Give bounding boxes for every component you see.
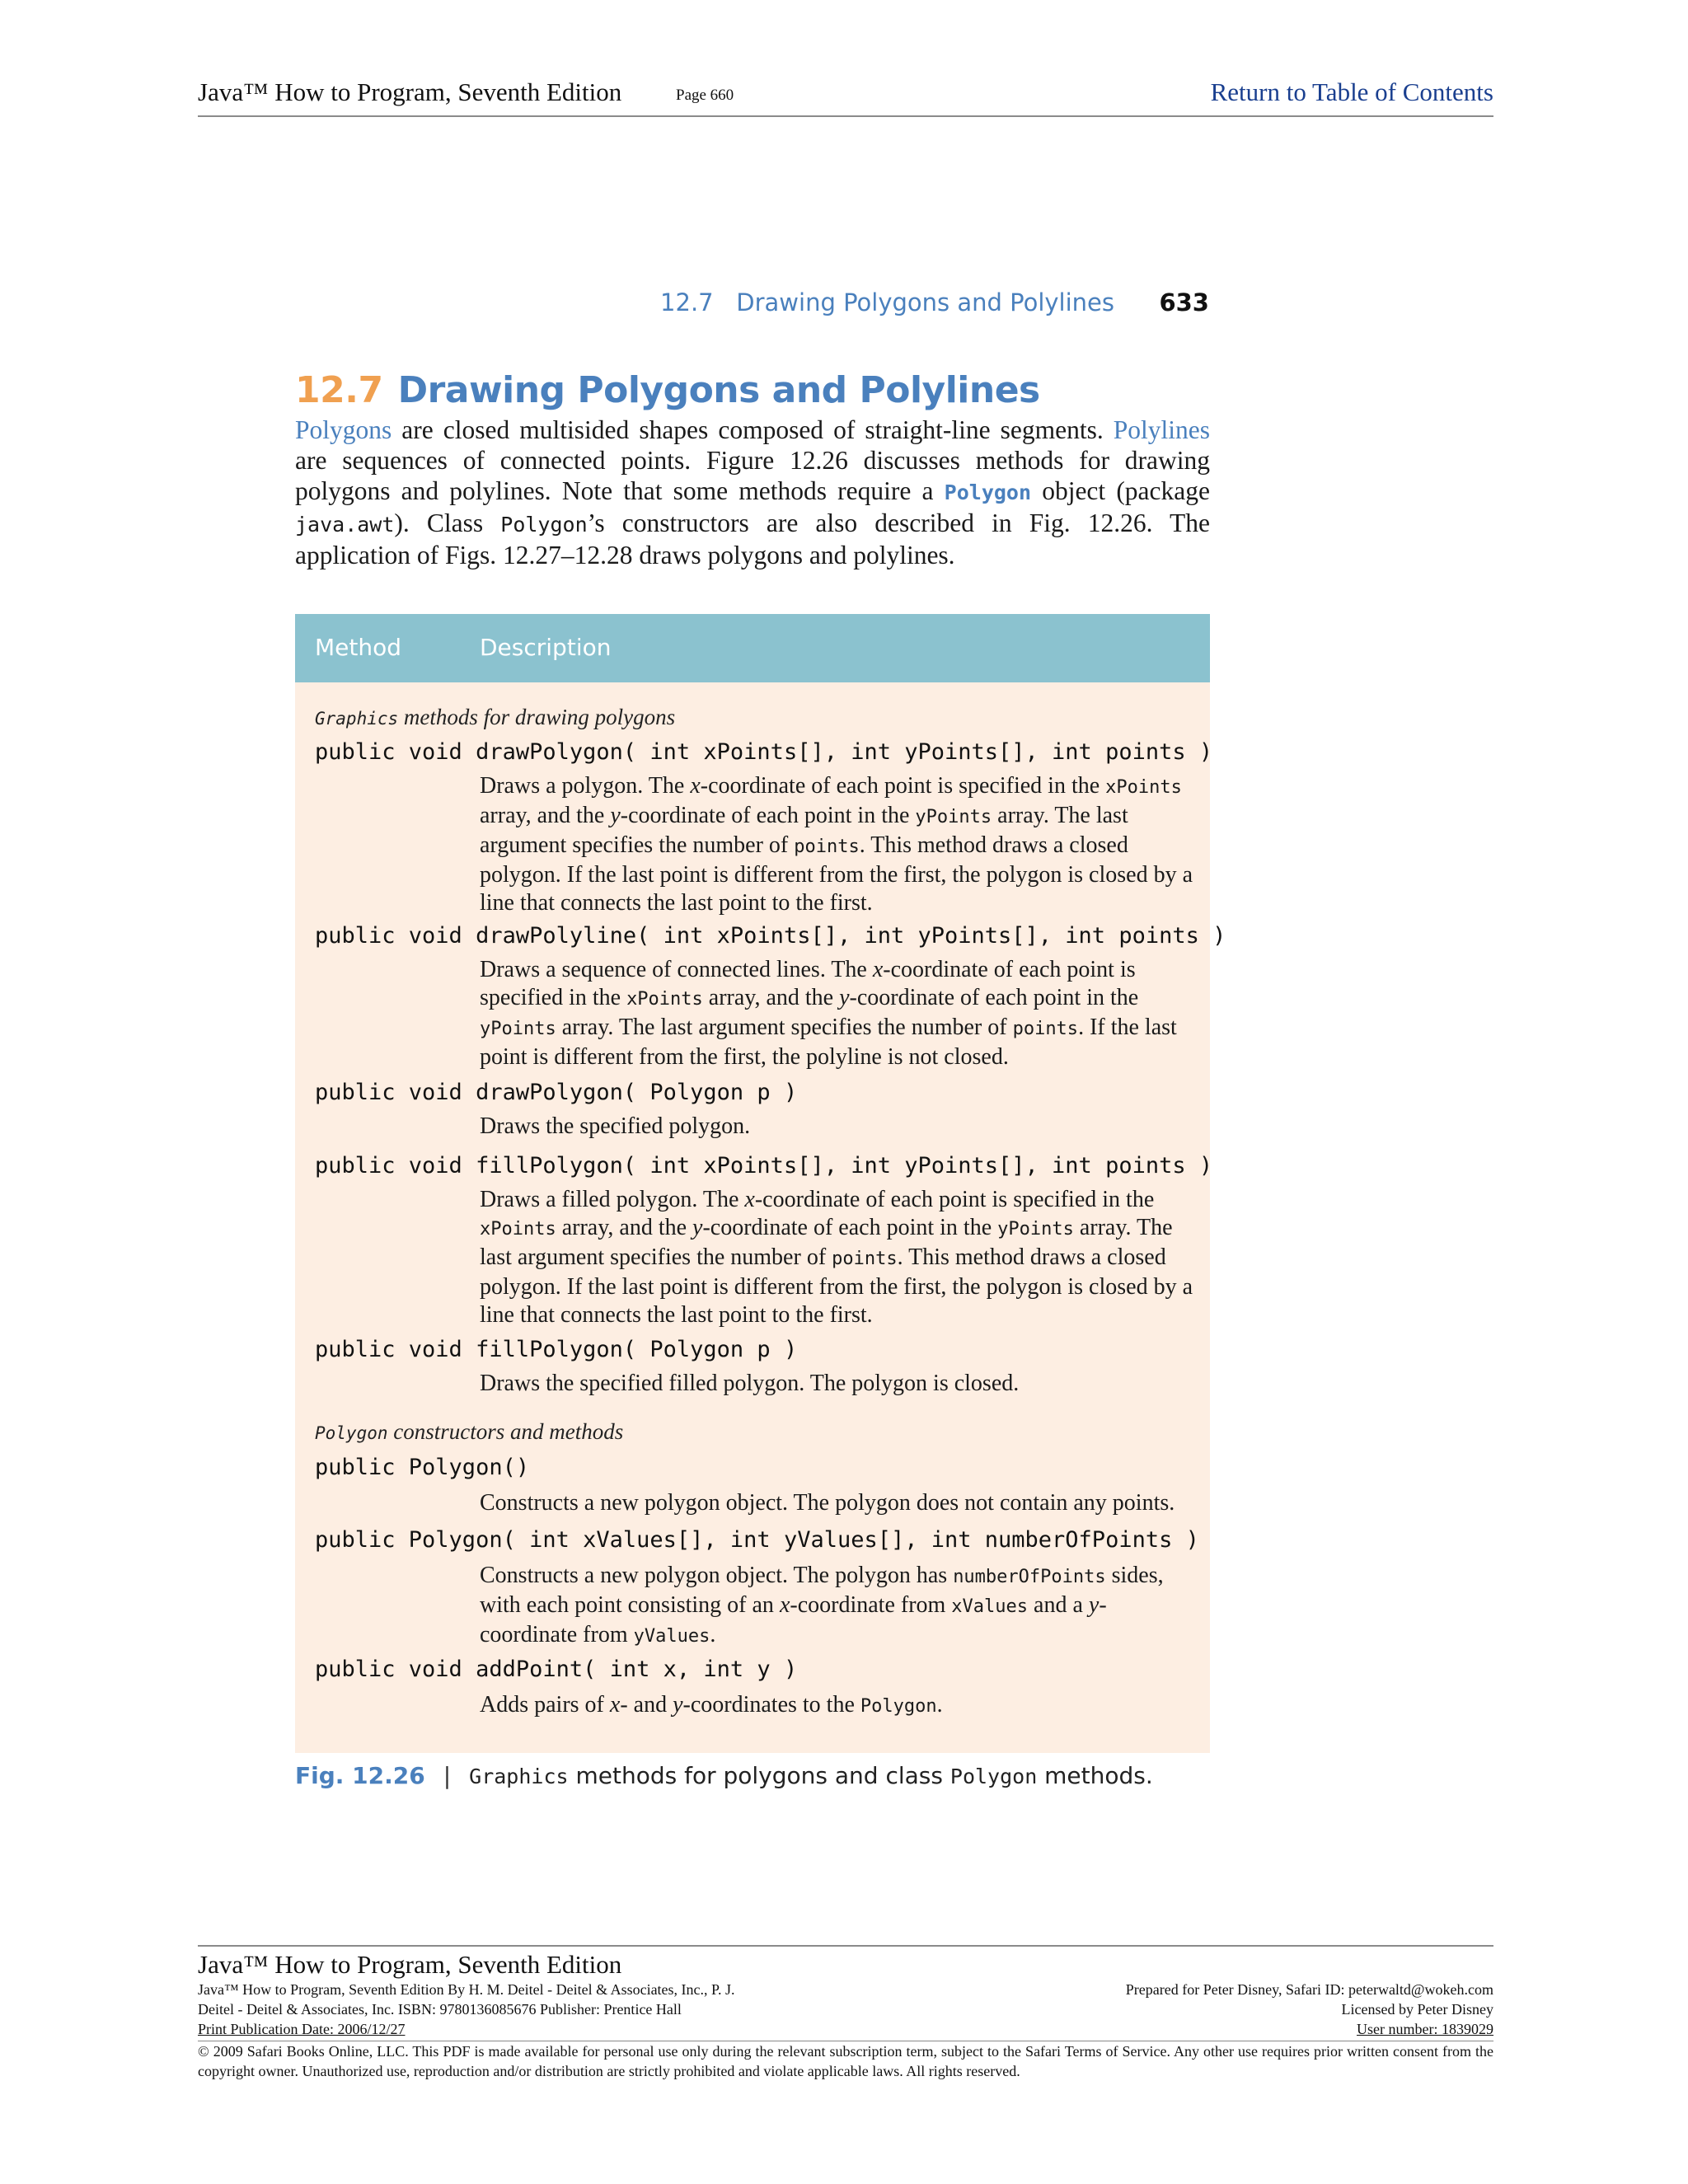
method-description: Constructs a new polygon object. The polygon does not contain any points. [480, 1490, 1175, 1516]
group-code: Graphics [315, 709, 399, 729]
column-header-description: Description [480, 634, 612, 661]
method-description: Constructs a new polygon object. The polygon has numberOfPoints sides, with each point consisting of an x-coordinate from xValues and a y-coordinate from yValues. [480, 1563, 1164, 1647]
term-polygon-class: Polygon [944, 480, 1032, 504]
method-description: Draws a filled polygon. The x-coordinate of each point is specified in the xPoints array, and the y-coordinate of each point in the yPoints array. The last argument specifies the number of points. This method draws a closed polygon. If the last point is different from the first, the polygon is closed by a line that connects the last point to the first. [480, 1187, 1193, 1328]
table-header [295, 614, 1210, 682]
caption-separator: | [443, 1762, 452, 1789]
method-signature: public void drawPolygon( int xPoints[], int yPoints[], int points ) [315, 739, 1213, 765]
method-signature: public Polygon( int xValues[], int yValues[], int numberOfPoints ) [315, 1527, 1199, 1553]
page-number: 633 [1159, 288, 1209, 316]
table-of-contents-link[interactable]: Return to Table of Contents [1210, 77, 1493, 106]
method-signature: public void addPoint( int x, int y ) [315, 1657, 798, 1682]
code-package: java.awt [295, 513, 395, 537]
term-polygons: Polygons [295, 415, 392, 444]
method-signature: public void fillPolygon( int xPoints[], int yPoints[], int points ) [315, 1153, 1213, 1179]
running-head-title: 12.7 Drawing Polygons and Polylines [660, 288, 1114, 316]
method-signature: public void drawPolygon( Polygon p ) [315, 1080, 798, 1105]
caption-text: methods. [1037, 1762, 1153, 1789]
group-code: Polygon [315, 1423, 388, 1443]
footer-isbn: Deitel - Deitel & Associates, Inc. ISBN: 9780136085676 Publisher: Prentice Hall [198, 2001, 682, 2018]
intro-text: ’s constructors are also described in Fig. 12.26. The application of Figs. 12.27–12.28 draws polygons and polylines. [295, 509, 1210, 569]
method-description: Adds pairs of x- and y-coordinates to the Polygon. [480, 1692, 943, 1718]
footer-copyright: © 2009 Safari Books Online, LLC. This PDF is made available for personal use only during the relevant subscription term, subject to the Safari Terms of Service. Any other use requires prior written consent from the copyright owner. Unauthorized use, reproduction and/or distribution are strictly prohibited and violate applicable laws. All rights reserved. [198, 2041, 1493, 2081]
top-header [198, 74, 1493, 117]
footer-publication-date: Print Publication Date: 2006/12/27 [198, 2021, 406, 2037]
footer-book-title: Java™ How to Program, Seventh Edition [198, 1950, 622, 1979]
group-label-graphics [315, 705, 675, 730]
running-head [297, 288, 1209, 321]
method-description: Draws a sequence of connected lines. The x-coordinate of each point is specified in the xPoints array, and the y-coordinate of each point in the yPoints array. The last argument specifies the number of points. If the last point is different from the first, the polyline is not closed. [480, 957, 1177, 1070]
footer-authors: Java™ How to Program, Seventh Edition By H. M. Deitel - Deitel & Associates, Inc., P. J. [198, 1981, 735, 1998]
page-label: Page 660 [676, 87, 734, 104]
caption-code: Graphics [469, 1765, 569, 1788]
intro-text: object (package [1031, 476, 1210, 505]
column-header-method: Method [315, 634, 402, 661]
term-polylines: Polylines [1113, 415, 1210, 444]
intro-text: are sequences of connected points. Figure 12.26 discusses methods for drawing polygons and polylines. Note that some methods require a [295, 446, 1210, 505]
method-signature: public void drawPolyline( int xPoints[], int yPoints[], int points ) [315, 923, 1226, 949]
method-description: Draws the specified filled polygon. The polygon is closed. [480, 1371, 1020, 1396]
section-title: Drawing Polygons and Polylines [397, 369, 1040, 411]
group-text: methods for drawing polygons [398, 705, 676, 729]
caption-text: methods for polygons and class [568, 1762, 950, 1789]
method-description: Draws a polygon. The x-coordinate of each point is specified in the xPoints array, and the y-coordinate of each point in the yPoints array. The last argument specifies the number of points. This method draws a closed polygon. If the last point is different from the first, the polygon is closed by a line that connects the last point to the first. [480, 773, 1193, 916]
method-signature: public Polygon() [315, 1455, 530, 1480]
caption-code: Polygon [950, 1765, 1038, 1788]
intro-text: are closed multisided shapes composed of straight-line segments. [392, 415, 1114, 444]
section-number: 12.7 [295, 369, 383, 411]
book-title: Java™ How to Program, Seventh Edition [198, 77, 622, 106]
section-heading [295, 369, 1040, 411]
footer [198, 1945, 1493, 2079]
footer-licensed-by: Licensed by Peter Disney [1341, 2001, 1493, 2018]
code-class: Polygon [500, 513, 588, 537]
method-signature: public void fillPolygon( Polygon p ) [315, 1337, 798, 1362]
figure-caption [295, 1762, 1153, 1789]
group-text: constructors and methods [387, 1419, 624, 1444]
footer-user-number: User number: 1839029 [1357, 2021, 1493, 2037]
method-description: Draws the specified polygon. [480, 1113, 751, 1139]
intro-text: ). Class [394, 509, 501, 537]
group-label-polygon [315, 1419, 623, 1445]
intro-paragraph [295, 415, 1210, 570]
method-table [295, 614, 1226, 1753]
footer-prepared-for: Prepared for Peter Disney, Safari ID: peterwaltd@wokeh.com [1125, 1981, 1493, 1998]
figure-label: Fig. 12.26 [295, 1762, 425, 1789]
